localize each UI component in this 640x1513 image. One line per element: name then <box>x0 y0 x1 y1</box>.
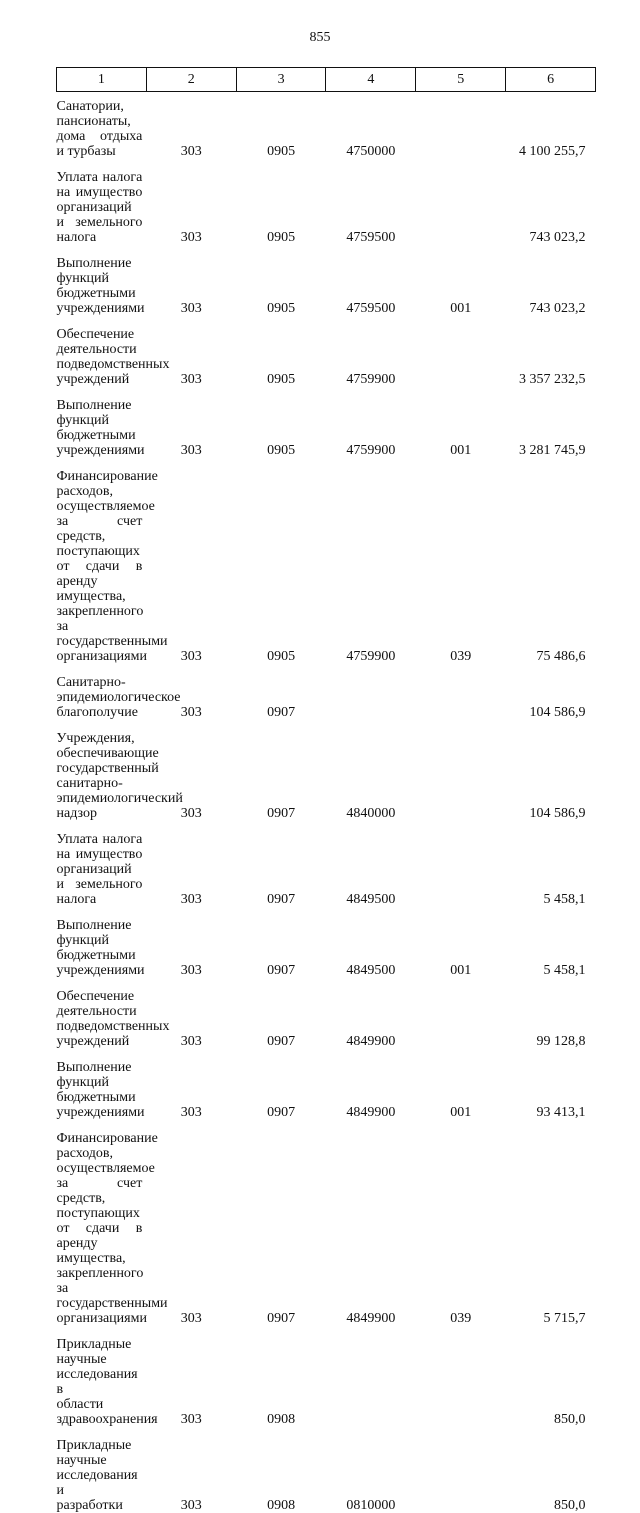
row-code-2: 303 <box>180 892 202 907</box>
row-code-3: 0907 <box>267 1105 296 1120</box>
row-amount: 5 458,1 <box>543 892 586 907</box>
table-row <box>57 664 596 720</box>
row-name <box>56 458 168 664</box>
row-code-2: 303 <box>180 705 202 720</box>
row-code-5 <box>416 316 506 387</box>
row-amount: 743 023,2 <box>529 230 586 245</box>
header-row <box>57 68 596 92</box>
row-code-3: 0907 <box>267 806 296 821</box>
row-code-2: 303 <box>180 443 202 458</box>
row-code-2: 303 <box>180 301 202 316</box>
row-name-line: и турбазы <box>56 144 116 159</box>
row-code-4 <box>326 664 416 720</box>
row-amount: 3 281 745,9 <box>519 443 586 458</box>
row-code-3: 0907 <box>267 963 296 978</box>
row-name-line: благополучие <box>56 705 138 720</box>
row-name-line: имущества, закрепленного за <box>56 589 144 634</box>
row-amount: 104 586,9 <box>529 806 586 821</box>
table-row <box>57 720 596 821</box>
row-code-4: 4840000 <box>346 806 396 821</box>
row-code-3: 0905 <box>267 443 296 458</box>
table-row <box>57 1326 596 1427</box>
row-amount: 3 357 232,5 <box>519 372 586 387</box>
row-name-line: осуществляемое за счет средств, <box>56 499 155 544</box>
row-code-3: 0905 <box>267 372 296 387</box>
row-name-line: разработки <box>56 1498 123 1513</box>
row-code-5: 001 <box>450 301 472 316</box>
table-row <box>57 387 596 458</box>
row-name <box>57 1427 147 1513</box>
row-amount: 850,0 <box>554 1498 586 1513</box>
row-code-2: 303 <box>180 1498 202 1513</box>
row-name-line: Уплата налога на имущество <box>56 170 143 200</box>
row-name <box>56 978 170 1049</box>
row-code-4: 4750000 <box>346 144 396 159</box>
row-code-2: 303 <box>180 1034 202 1049</box>
row-name-line: Выполнение функций бюджетными <box>56 918 136 963</box>
row-amount: 5 458,1 <box>543 963 586 978</box>
row-code-2: 303 <box>180 230 202 245</box>
row-name-line: Финансирование расходов, <box>56 1131 158 1161</box>
row-name-line: осуществляемое за счет средств, <box>56 1161 155 1206</box>
row-name-line: организаций и земельного налога <box>56 862 143 907</box>
row-code-5: 001 <box>450 1105 472 1120</box>
row-code-4: 4759900 <box>346 372 396 387</box>
row-code-2: 303 <box>180 144 202 159</box>
row-name-line: имущества, закрепленного за <box>56 1251 144 1296</box>
row-code-4: 4759900 <box>346 443 396 458</box>
row-name <box>56 720 183 821</box>
row-name-line: Прикладные научные исследования в <box>56 1337 138 1397</box>
column-header-3: 3 <box>236 68 326 92</box>
row-name <box>57 387 147 458</box>
row-code-5 <box>416 1326 506 1427</box>
row-code-5 <box>416 159 506 245</box>
row-name-line: государственными организациями <box>56 634 168 664</box>
row-name <box>57 159 147 245</box>
row-name-line: Прикладные научные исследования и <box>56 1438 138 1498</box>
row-amount: 743 023,2 <box>529 301 586 316</box>
row-amount: 4 100 255,7 <box>519 144 586 159</box>
row-code-2: 303 <box>180 1105 202 1120</box>
row-code-5: 001 <box>450 963 472 978</box>
row-name-line: поступающих от сдачи в аренду <box>56 1206 143 1251</box>
row-code-3: 0905 <box>267 230 296 245</box>
row-name <box>56 1326 158 1427</box>
row-code-2: 303 <box>180 1412 202 1427</box>
column-header-4: 4 <box>326 68 416 92</box>
table-row <box>57 1049 596 1120</box>
row-name-line: поступающих от сдачи в аренду <box>56 544 143 589</box>
row-name-line: Обеспечение деятельности <box>56 989 137 1019</box>
row-code-3: 0905 <box>267 301 296 316</box>
row-name-line: государственными организациями <box>56 1296 168 1326</box>
row-name-line: учреждениями <box>56 443 145 458</box>
row-name-line: Выполнение функций бюджетными <box>56 256 136 301</box>
table-row <box>57 159 596 245</box>
row-name-line: Финансирование расходов, <box>56 469 158 499</box>
row-name-line: учреждениями <box>56 1105 145 1120</box>
page-number: 855 <box>309 30 331 45</box>
row-code-2: 303 <box>180 806 202 821</box>
row-name <box>57 821 147 907</box>
row-code-2: 303 <box>180 963 202 978</box>
row-name <box>56 316 170 387</box>
column-header-2: 2 <box>146 68 236 92</box>
row-code-2: 303 <box>180 649 202 664</box>
row-name-line: организаций и земельного налога <box>56 200 143 245</box>
row-code-3: 0905 <box>267 649 296 664</box>
table-row <box>57 978 596 1049</box>
row-name <box>56 1120 168 1326</box>
row-code-4: 4849900 <box>346 1311 396 1326</box>
row-code-3: 0905 <box>267 144 296 159</box>
row-name-line: Уплата налога на имущество <box>56 832 143 862</box>
row-amount: 93 413,1 <box>536 1105 586 1120</box>
row-amount: 104 586,9 <box>529 705 586 720</box>
column-header-1: 1 <box>57 68 147 92</box>
row-amount: 99 128,8 <box>536 1034 586 1049</box>
row-code-5: 001 <box>450 443 472 458</box>
row-code-5: 039 <box>450 649 472 664</box>
row-code-3: 0907 <box>267 1034 296 1049</box>
row-code-4: 0810000 <box>346 1498 396 1513</box>
table-row <box>57 1120 596 1326</box>
row-amount: 5 715,7 <box>543 1311 586 1326</box>
row-name-line: государственный санитарно- <box>56 761 159 791</box>
table-row <box>57 92 596 160</box>
row-name-line: Санатории, пансионаты, дома отдыха <box>56 99 143 144</box>
row-name-line: учреждениями <box>56 963 145 978</box>
row-name-line: Выполнение функций бюджетными <box>56 1060 136 1105</box>
row-name-line: подведомственных учреждений <box>56 357 170 387</box>
row-code-5 <box>416 821 506 907</box>
table-row <box>57 316 596 387</box>
row-name-line: Учреждения, обеспечивающие <box>56 731 159 761</box>
row-code-4: 4849900 <box>346 1034 396 1049</box>
row-code-5 <box>416 720 506 821</box>
row-name <box>57 907 147 978</box>
table-row <box>57 245 596 316</box>
row-name-line: области здравоохранения <box>56 1397 158 1427</box>
row-name-line: эпидемиологический надзор <box>56 791 183 821</box>
row-code-5: 039 <box>450 1311 472 1326</box>
row-name-line: Обеспечение деятельности <box>56 327 137 357</box>
row-code-3: 0908 <box>267 1498 296 1513</box>
row-code-2: 303 <box>180 372 202 387</box>
column-header-5: 5 <box>416 68 506 92</box>
row-name <box>57 1049 147 1120</box>
row-code-3: 0907 <box>267 705 296 720</box>
table-row <box>57 821 596 907</box>
row-code-4: 4759500 <box>346 301 396 316</box>
row-code-5 <box>416 92 506 160</box>
row-code-2: 303 <box>180 1311 202 1326</box>
table-row <box>57 907 596 978</box>
row-amount: 75 486,6 <box>536 649 586 664</box>
table-row <box>57 458 596 664</box>
row-code-4: 4759900 <box>346 649 396 664</box>
row-name <box>57 92 147 160</box>
row-code-3: 0907 <box>267 1311 296 1326</box>
row-code-4 <box>326 1326 416 1427</box>
row-name-line: учреждениями <box>56 301 145 316</box>
row-code-4: 4759500 <box>346 230 396 245</box>
row-name-line: Выполнение функций бюджетными <box>56 398 136 443</box>
row-code-5 <box>416 1427 506 1513</box>
row-name <box>57 245 147 316</box>
row-code-4: 4849500 <box>346 892 396 907</box>
table-row <box>57 1427 596 1513</box>
column-header-6: 6 <box>506 68 596 92</box>
row-name-line: Санитарно-эпидемиологическое <box>56 675 181 705</box>
budget-table <box>56 67 596 1513</box>
row-code-3: 0907 <box>267 892 296 907</box>
row-name-line: подведомственных учреждений <box>56 1019 170 1049</box>
row-code-4: 4849900 <box>346 1105 396 1120</box>
row-name <box>56 664 181 720</box>
row-amount: 850,0 <box>554 1412 586 1427</box>
row-code-4: 4849500 <box>346 963 396 978</box>
row-code-5 <box>416 664 506 720</box>
row-code-5 <box>416 978 506 1049</box>
row-code-3: 0908 <box>267 1412 296 1427</box>
